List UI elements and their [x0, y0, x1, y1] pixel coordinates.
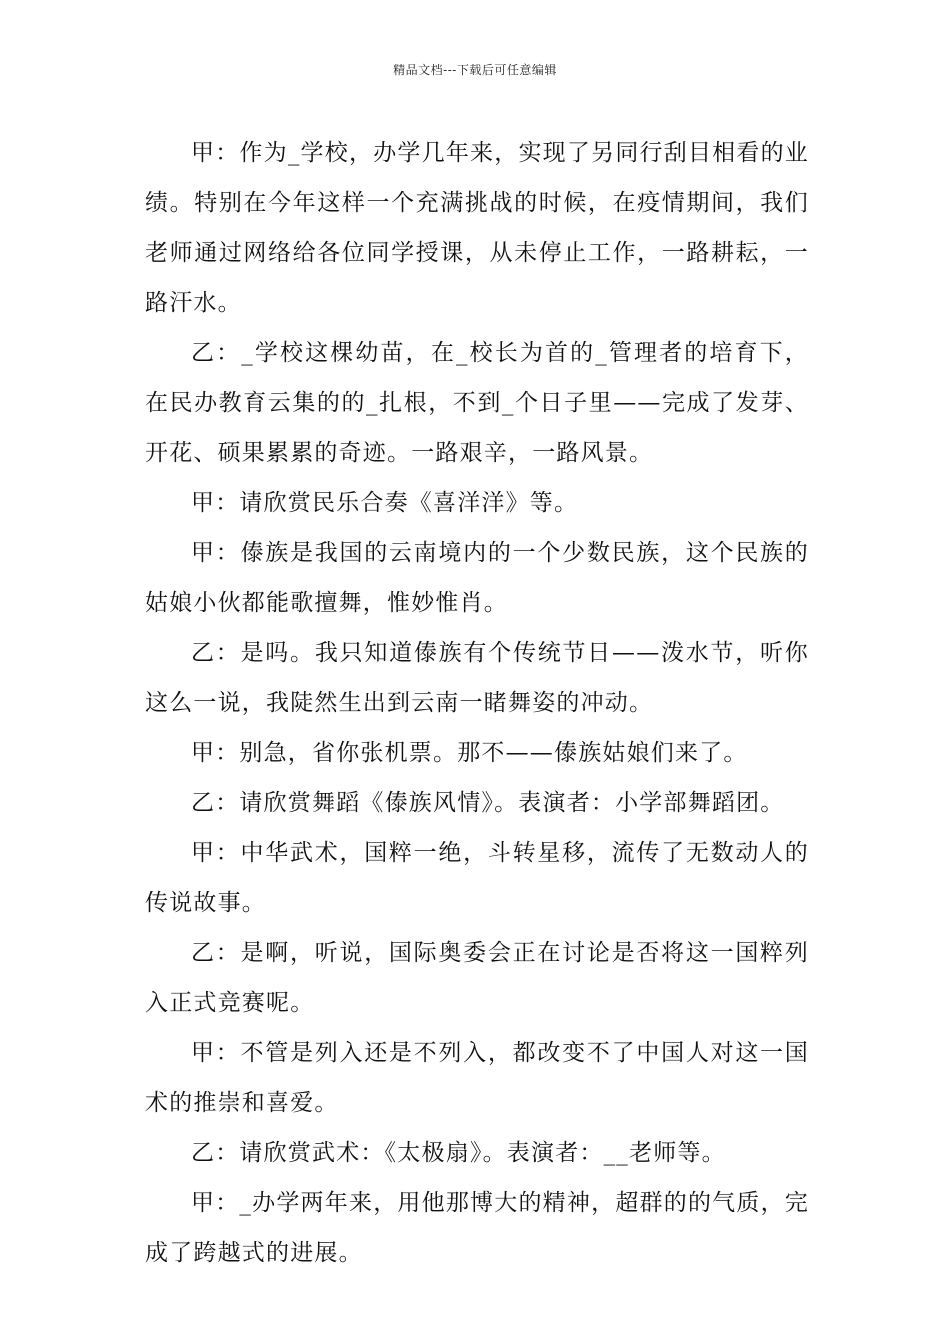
document-body: [145, 128, 809, 1278]
paragraph: 甲：别急，省你张机票。那不——傣族姑娘们来了。: [191, 740, 748, 766]
paragraph: 乙：是啊，听说，国际奥委会正在讨论是否将这一国粹列入正式竞赛呢。: [145, 940, 809, 1016]
paragraph: 甲：请欣赏民乐合奏《喜洋洋》等。: [191, 490, 579, 516]
paragraph: 甲：傣族是我国的云南境内的一个少数民族，这个民族的姑娘小伙都能歌擅舞，惟妙惟肖。: [145, 540, 809, 616]
page-header: 精品文档---下载后可任意编辑: [393, 63, 557, 77]
paragraph: 甲：不管是列入还是不列入，都改变不了中国人对这一国术的推崇和喜爱。: [145, 1040, 809, 1116]
paragraph: 乙：是吗。我只知道傣族有个传统节日——泼水节，听你这么一说，我陡然生出到云南一睹舞姿的冲动。: [145, 640, 809, 716]
paragraph: 乙：_学校这棵幼苗，在_校长为首的_管理者的培育下，在民办教育云集的的_扎根，不到_个日子里——完成了发芽、开花、硕果累累的奇迹。一路艰辛，一路风景。: [145, 340, 809, 466]
paragraph: 甲：中华武术，国粹一绝，斗转星移，流传了无数动人的传说故事。: [145, 840, 809, 916]
paragraph: 甲：_办学两年来，用他那博大的精神，超群的的气质，完成了跨越式的进展。: [145, 1190, 809, 1266]
paragraph: 乙：请欣赏舞蹈《傣族风情》。表演者：小学部舞蹈团。: [191, 790, 785, 816]
paragraph: 乙：请欣赏武术：《太极扇》。表演者：__老师等。: [191, 1140, 726, 1166]
paragraph: 甲：作为_学校，办学几年来，实现了另同行刮目相看的业绩。特别在今年这样一个充满挑战的时候，在疫情期间，我们老师通过网络给各位同学授课，从未停止工作，一路耕耘，一路汗水。: [145, 140, 809, 316]
